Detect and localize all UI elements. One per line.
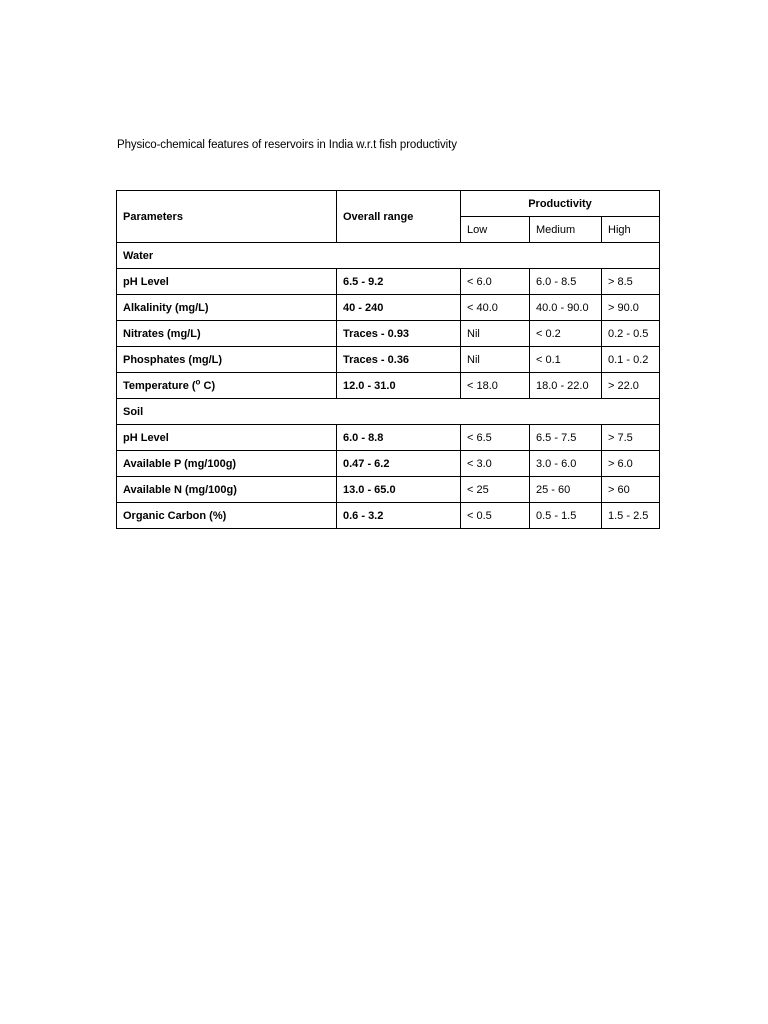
overall-range-cell: 13.0 - 65.0 [337,477,461,503]
low-cell: Nil [461,347,530,373]
section-title: Water [117,243,660,269]
high-cell: > 60 [602,477,660,503]
medium-cell: < 0.1 [530,347,602,373]
overall-range-cell: Traces - 0.36 [337,347,461,373]
low-cell: < 6.5 [461,425,530,451]
parameter-cell: Organic Carbon (%) [117,503,337,529]
overall-range-cell: 6.5 - 9.2 [337,269,461,295]
overall-range-cell: 0.47 - 6.2 [337,451,461,477]
overall-range-cell: 0.6 - 3.2 [337,503,461,529]
high-cell: 0.2 - 0.5 [602,321,660,347]
overall-range-cell: Traces - 0.93 [337,321,461,347]
medium-cell: 0.5 - 1.5 [530,503,602,529]
overall-range-cell: 40 - 240 [337,295,461,321]
table-row [117,269,660,295]
medium-cell: < 0.2 [530,321,602,347]
medium-cell: 6.5 - 7.5 [530,425,602,451]
medium-cell: 40.0 - 90.0 [530,295,602,321]
table-row [117,503,660,529]
parameter-unit: C) [200,379,216,392]
low-cell: < 3.0 [461,451,530,477]
header-medium: Medium [530,217,602,243]
high-cell: > 8.5 [602,269,660,295]
parameter-cell: Nitrates (mg/L) [117,321,337,347]
parameter-cell: Available N (mg/100g) [117,477,337,503]
high-cell: > 7.5 [602,425,660,451]
high-cell: 1.5 - 2.5 [602,503,660,529]
overall-range-cell: 6.0 - 8.8 [337,425,461,451]
table-row [117,295,660,321]
low-cell: < 18.0 [461,373,530,399]
medium-cell: 25 - 60 [530,477,602,503]
table-row [117,425,660,451]
parameter-cell: Alkalinity (mg/L) [117,295,337,321]
parameter-cell: Available P (mg/100g) [117,451,337,477]
high-cell: > 22.0 [602,373,660,399]
header-parameters: Parameters [117,191,337,243]
parameter-cell: pH Level [117,425,337,451]
medium-cell: 18.0 - 22.0 [530,373,602,399]
section-title: Soil [117,399,660,425]
degree-superscript: o [195,376,201,386]
low-cell: < 40.0 [461,295,530,321]
header-productivity: Productivity [461,191,660,217]
table-row [117,373,660,399]
table-caption: Physico-chemical features of reservoirs in India w.r.t fish productivity [117,139,457,151]
parameter-text: Temperature ( [123,379,196,392]
table-row [117,451,660,477]
high-cell: > 90.0 [602,295,660,321]
overall-range-cell: 12.0 - 31.0 [337,373,461,399]
high-cell: > 6.0 [602,451,660,477]
table-row [117,321,660,347]
parameter-cell: pH Level [117,269,337,295]
section-row-soil [117,399,660,425]
high-cell: 0.1 - 0.2 [602,347,660,373]
reservoir-features-table [116,190,660,529]
low-cell: < 25 [461,477,530,503]
table-row [117,477,660,503]
header-row-top [117,191,660,217]
parameter-cell: Phosphates (mg/L) [117,347,337,373]
table-row [117,347,660,373]
header-overall-range: Overall range [337,191,461,243]
header-low: Low [461,217,530,243]
low-cell: Nil [461,321,530,347]
low-cell: < 6.0 [461,269,530,295]
medium-cell: 6.0 - 8.5 [530,269,602,295]
medium-cell: 3.0 - 6.0 [530,451,602,477]
parameter-cell [117,373,337,399]
header-high: High [602,217,660,243]
section-row-water [117,243,660,269]
low-cell: < 0.5 [461,503,530,529]
